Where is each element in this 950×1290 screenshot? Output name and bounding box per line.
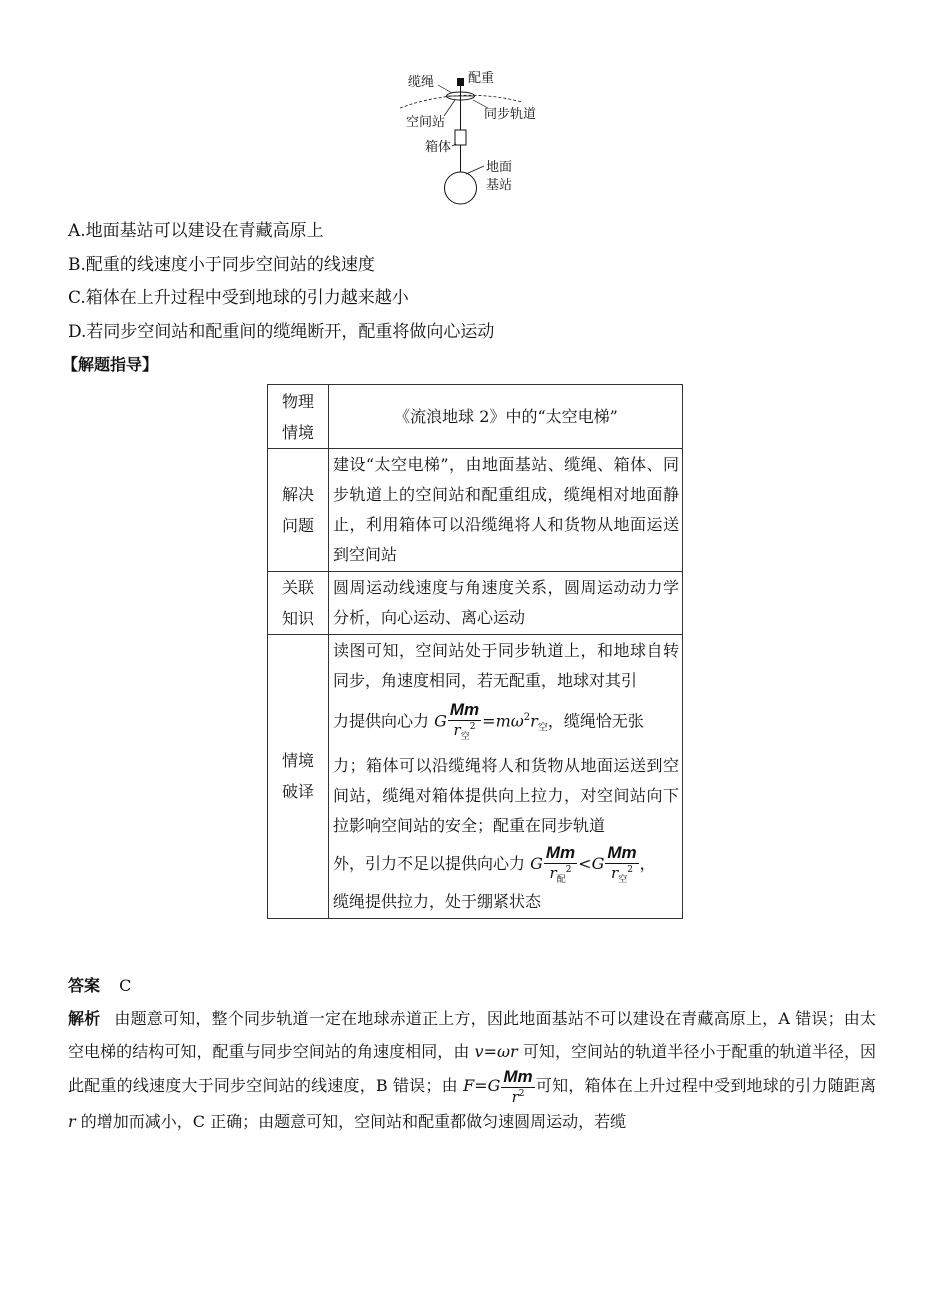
cable-leader — [438, 85, 452, 93]
frac-gravity-general: $\frac{Mm}{r^2}$ — [503, 1067, 533, 1106]
formula-line-1: 力提供向心力 G $\frac{Mm}{r_空^2}$ $=m\omega^2r_空$，缆绳恰无张 — [333, 700, 644, 743]
table-row-interpret — [268, 635, 683, 919]
counterweight-block — [457, 78, 464, 86]
analysis-label: 解析 — [68, 1009, 101, 1028]
label-sync-orbit: 同步轨道 — [484, 107, 537, 122]
formula-line-2: 外，引力不足以提供向心力 G $\frac{Mm}{r_配^2}$ <G $\frac{Mm}{r_空^2}$ ， — [333, 842, 656, 885]
option-a: A.地面基站可以建设在青藏高原上 — [68, 221, 324, 241]
content-scenario: 《流浪地球 2》中的“太空电梯” — [329, 385, 683, 449]
label-knowledge: 关联 知识 — [268, 572, 329, 635]
space-elevator-diagram — [400, 60, 550, 210]
content-problem: 建设“太空电梯”，由地面基站、缆绳、箱体、同步轨道上的空间站和配重组成，缆绳相对地面静止，利用箱体可以沿缆绳将人和货物从地面运送到空间站 — [329, 449, 683, 572]
analysis-paragraph: 解析 由题意可知，整个同步轨道一定在地球赤道正上方，因此地面基站不可以建设在青藏高原上，A 错误；由太空电梯的结构可知，配重与同步空间站的角速度相同，由 v=ωr 可知，空间站的轨道半径小于配重的轨道半径，因此配重的线速度大于同步空间站的线速度，B 错误；由 F=G $\frac{Mm}{r^2}$ 可知，箱体在上升过程中受到地球的引力随距离 r 的增加而减小，C 正确；由题意可知，空间站和配重都做匀速圆周运动，若缆 — [68, 1009, 876, 1131]
answer-line — [68, 973, 131, 996]
guide-table — [267, 384, 683, 919]
space-elevator-svg — [400, 60, 550, 210]
label-scenario: 物理 情境 — [268, 385, 329, 449]
station-leader — [444, 100, 455, 116]
label-cable: 缆绳 — [408, 75, 435, 90]
frac-gravity-counterweight: $\frac{Mm}{r_配^2}$ — [545, 842, 576, 885]
content-interpret: 读图可知，空间站处于同步轨道上，和地球自转同步，角速度相同，若无配重，地球对其引 力提供向心力 G $\frac{Mm}{r_空^2}$ $=m\omega^2r_空$，缆绳恰无张 力；箱体可以沿缆绳将人和货物从地面运送到空间站，缆绳对箱体提供向上拉力，对空间站向下拉影响空间站的安全；配重在同步轨道 外，引力不足以提供向心力 G $\frac{Mm}{r_配^2}$ <G $\frac{Mm}{r_空^2}$ ， 缆绳提供拉力，处于绷紧状态 — [329, 635, 683, 919]
content-knowledge: 圆周运动线速度与角速度关系，圆周运动动力学分析，向心运动、离心运动 — [329, 572, 683, 635]
label-interpret: 情境 破译 — [268, 635, 329, 919]
box-rect — [455, 130, 466, 145]
option-d: D.若同步空间站和配重间的缆绳断开，配重将做向心运动 — [68, 322, 495, 342]
answer-label: 答案 — [68, 976, 101, 995]
label-box: 箱体 — [425, 140, 452, 155]
label-space-station: 空间站 — [406, 115, 446, 130]
frac-gravity-station: $\frac{Mm}{r_空^2}$ — [449, 700, 480, 743]
label-ground-base-2: 基站 — [486, 178, 513, 193]
label-problem: 解决 问题 — [268, 449, 329, 572]
label-counterweight: 配重 — [468, 71, 495, 86]
label-ground-base-1: 地面 — [486, 160, 513, 175]
option-c: C.箱体在上升过程中受到地球的引力越来越小 — [68, 288, 409, 308]
frac-gravity-station-2: $\frac{Mm}{r_空^2}$ — [607, 842, 637, 885]
table-row-knowledge — [268, 572, 683, 635]
table-row-scenario — [268, 385, 683, 449]
earth-circle — [445, 172, 477, 204]
answer-value: C — [119, 976, 132, 995]
option-b: B.配重的线速度小于同步空间站的线速度 — [68, 255, 375, 275]
table-row-problem — [268, 449, 683, 572]
base-leader — [466, 166, 484, 174]
guide-heading: 【解题指导】 — [62, 355, 159, 374]
